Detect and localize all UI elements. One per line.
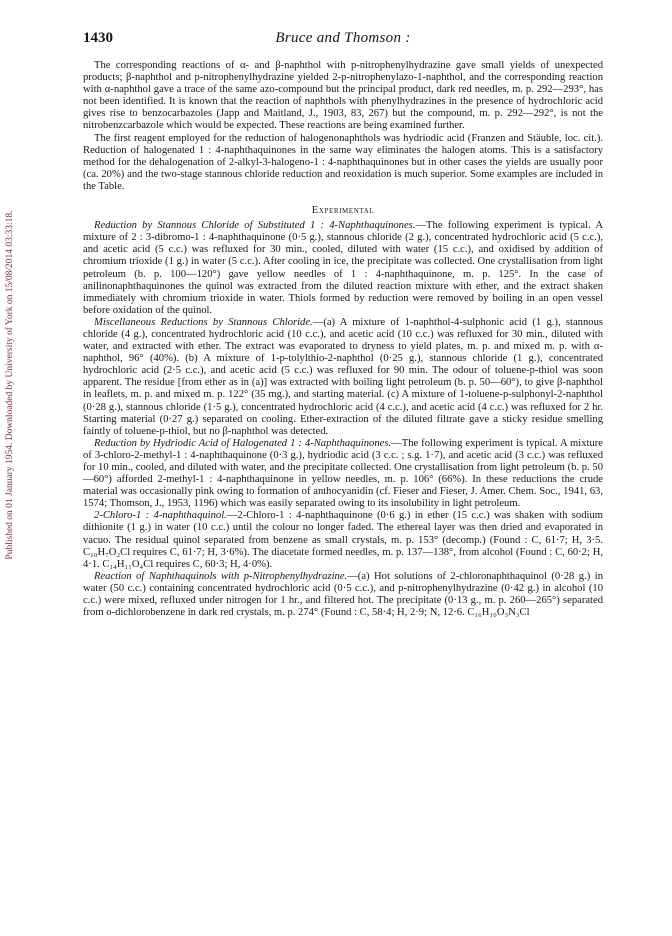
article-body [83,60,603,619]
paragraph-text: —The following experiment is typical. A mixture of 2 : 3-dibromo-1 : 4-naphthaquinone (0·5 g.), stannous chloride (2 g.), concentrated hydrochloric acid (5 c.c.), and acetic acid (5 c.c.) was refluxed for 30 min., cooled, diluted with water (15 c.c.), and oxidised by addition of chromium trioxide (1 g.) in water (5 c.c.). After cooling in ice, the precipitate was collected. One crystallisation from light petroleum (b. p. 100—120°) gave yellow needles of 1 : 4-naphthaquinone, m. p. 125°. In the case of anilinonaphthaquinones the quinol was extracted from the diluted reaction mixture with ether, and the extract shaken immediately with chromium trioxide in water. Thiols formed by reduction were removed by boiling in an open vessel before oxidation of the quinol. [83,220,603,316]
paragraph-text: —2-Chloro-1 : 4-naphthaquinone (0·6 g.) in ether (15 c.c.) was shaken with sodium dithionite (1 g.) in water (10 c.c.) until the colour no longer faded. The ethereal layer was then dried and evaporated in vacuo. The residual quinol separated from benzene as small crystals, m. p. 153° (decomp.) (Found : C, 61·7; H, 3·5. C₁₀H₇O₂Cl requires C, 61·7; H, 3·6%). The diacetate formed needles, m. p. 137—138°, from alcohol (Found : C, 60·2; H, 4·1. C₁₄H₁₁O₄Cl requires C, 60·3; H, 4·0%). [83,510,603,570]
paragraph-hydriodic-reduction [83,438,603,511]
paragraph-title: Miscellaneous Reductions by Stannous Chloride. [94,316,313,328]
publication-sidebar [2,150,18,620]
page-number: 1430 [83,30,113,46]
paragraph-misc-reductions [83,317,603,438]
section-heading-experimental: Experimental [311,205,375,217]
paragraph-title: Reduction by Hydriodic Acid of Halogenated 1 : 4-Naphthaquinones. [94,437,392,449]
paragraph-naphthol-reactions: The corresponding reactions of α- and β-naphthol with p-nitrophenylhydrazine gave small yields of unexpected products; β-naphthol and p-nitrophenylhydrazine yielded 2-p-nitrophenylazo-1-naphthol, and the corresponding reaction with α-naphthol gave a trace of the same azo-compound but the principal product, dark red needles, m. p. 292—293°, has not been identified. It is known that the reaction of naphthols with phenylhydrazines in the presence of hydrochloric acid gives rise to benzocarbazoles (Japp and Maitland, J., 1903, 83, 267) but the compound, m. p. 292—292°, is not the nitrobenzcarbazole which would be expected. These reactions are being examined further. [83,60,603,132]
paragraph-text: —(a) A mixture of 1-naphthol-4-sulphonic acid (1 g.), stannous chloride (4 g.), concentrated hydrochloric acid (10 c.c.), and acetic acid (10 c.c.) was refluxed for 30 min., diluted with water, and extracted with ether. The extract was evaporated to dryness to yield plates, m. p. and mixed m. p. with α-naphthol, 96° (40%). (b) A mixture of 1-p-tolylthio-2-naphthol (0·25 g.), stannous chloride (1 g.), concentrated hydrochloric acid (2·5 c.c.), and acetic acid (5 c.c.) was refluxed for 90 min. The odour of toluene-p-thiol was soon apparent. The residue [from ether as in (a)] was extracted with boiling light petroleum (b. p. 50—60°), to give β-naphthol in leaflets, m. p. and mixed m. p. 122° (35 mg.), and starting material. (c) A mixture of 1-toluene-p-sulphonyl-2-naphthol (0·28 g.), stannous chloride (1·5 g.), concentrated hydrochloric acid (4 c.c.), and acetic acid (4 c.c.) was refluxed for 2 hr. Starting material (0·27 g.) separated on cooling. Ether-extraction of the diluted filtrate gave a sticky residue smelling faintly of toluene-p-thiol, but no β-naphthol was detected. [83,316,603,437]
paragraph-nitrophenylhydrazine-reaction [83,571,603,619]
publication-notice: Published on 01 January 1954. Downloaded by University of York on 15/08/2014 03:33:18. [5,210,15,560]
paragraph-text: —The following experiment is typical. A mixture of 3-chloro-2-methyl-1 : 4-naphthaquinone (0·3 g.), hydriodic acid (3 c.c. ; s.g. 1·7), and acetic acid (3 c.c.) was refluxed for 10 min., cooled, and diluted with water, and the precipitate collected. One crystallisation from light petroleum (b. p. 50—60°) afforded 2-methyl-1 : 4-naphthaquinone in yellow needles, m. p. 106° (66%). In these reductions the crude material was occasionally pink owing to formation of anthocyanidin (cf. Fieser and Fieser, J. Amer. Chem. Soc., 1941, 63, 1574; Thomson, J., 1953, 1196) which was easily separated owing to its insolubility in light petroleum. [83,437,603,510]
paragraph-title: Reaction of Naphthaquinols with p-Nitrophenylhydrazine. [94,570,348,582]
page-header [83,30,603,50]
paragraph-hydriodic-acid: The first reagent employed for the reduction of halogenonaphthols was hydriodic acid (Franzen and Stäuble, loc. cit.). Reduction of halogenated 1 : 4-naphthaquinones in the same way eliminates the halogen atoms. This is a satisfactory method for the dehalogenation of 2-alkyl-3-halogeno-1 : 4-naphthaquinones but in other cases the yields are usually poor (ca. 20%) and the two-stage stannous chloride reduction and reoxidation is much superior. Some examples are included in the Table. [83,132,603,192]
paragraph-title: 2-Chloro-1 : 4-naphthaquinol. [94,510,227,522]
running-title: Bruce and Thomson : [275,30,411,46]
paragraph-text: —(a) Hot solutions of 2-chloronaphthaquinol (0·28 g.) in water (50 c.c.) containing concentrated hydrochloric acid (0·5 c.c.), and p-nitrophenylhydrazine (0·42 g.) in alcohol (10 c.c.) were mixed, refluxed under nitrogen for 1 hr., and filtered hot. The precipitate (0·13 g., m. p. 260—265°) separated from o-dichlorobenzene in dark red crystals, m. p. 274° (Found : C, 58·4; H, 2·9; N, 12·6. C₁₆H₁₀O₃N₃Cl [83,570,603,619]
paragraph-chloro-naphthaquinol [83,510,603,570]
paragraph-title: Reduction by Stannous Chloride of Substituted 1 : 4-Naphthaquinones. [94,220,416,232]
paragraph-stannous-reduction [83,220,603,317]
